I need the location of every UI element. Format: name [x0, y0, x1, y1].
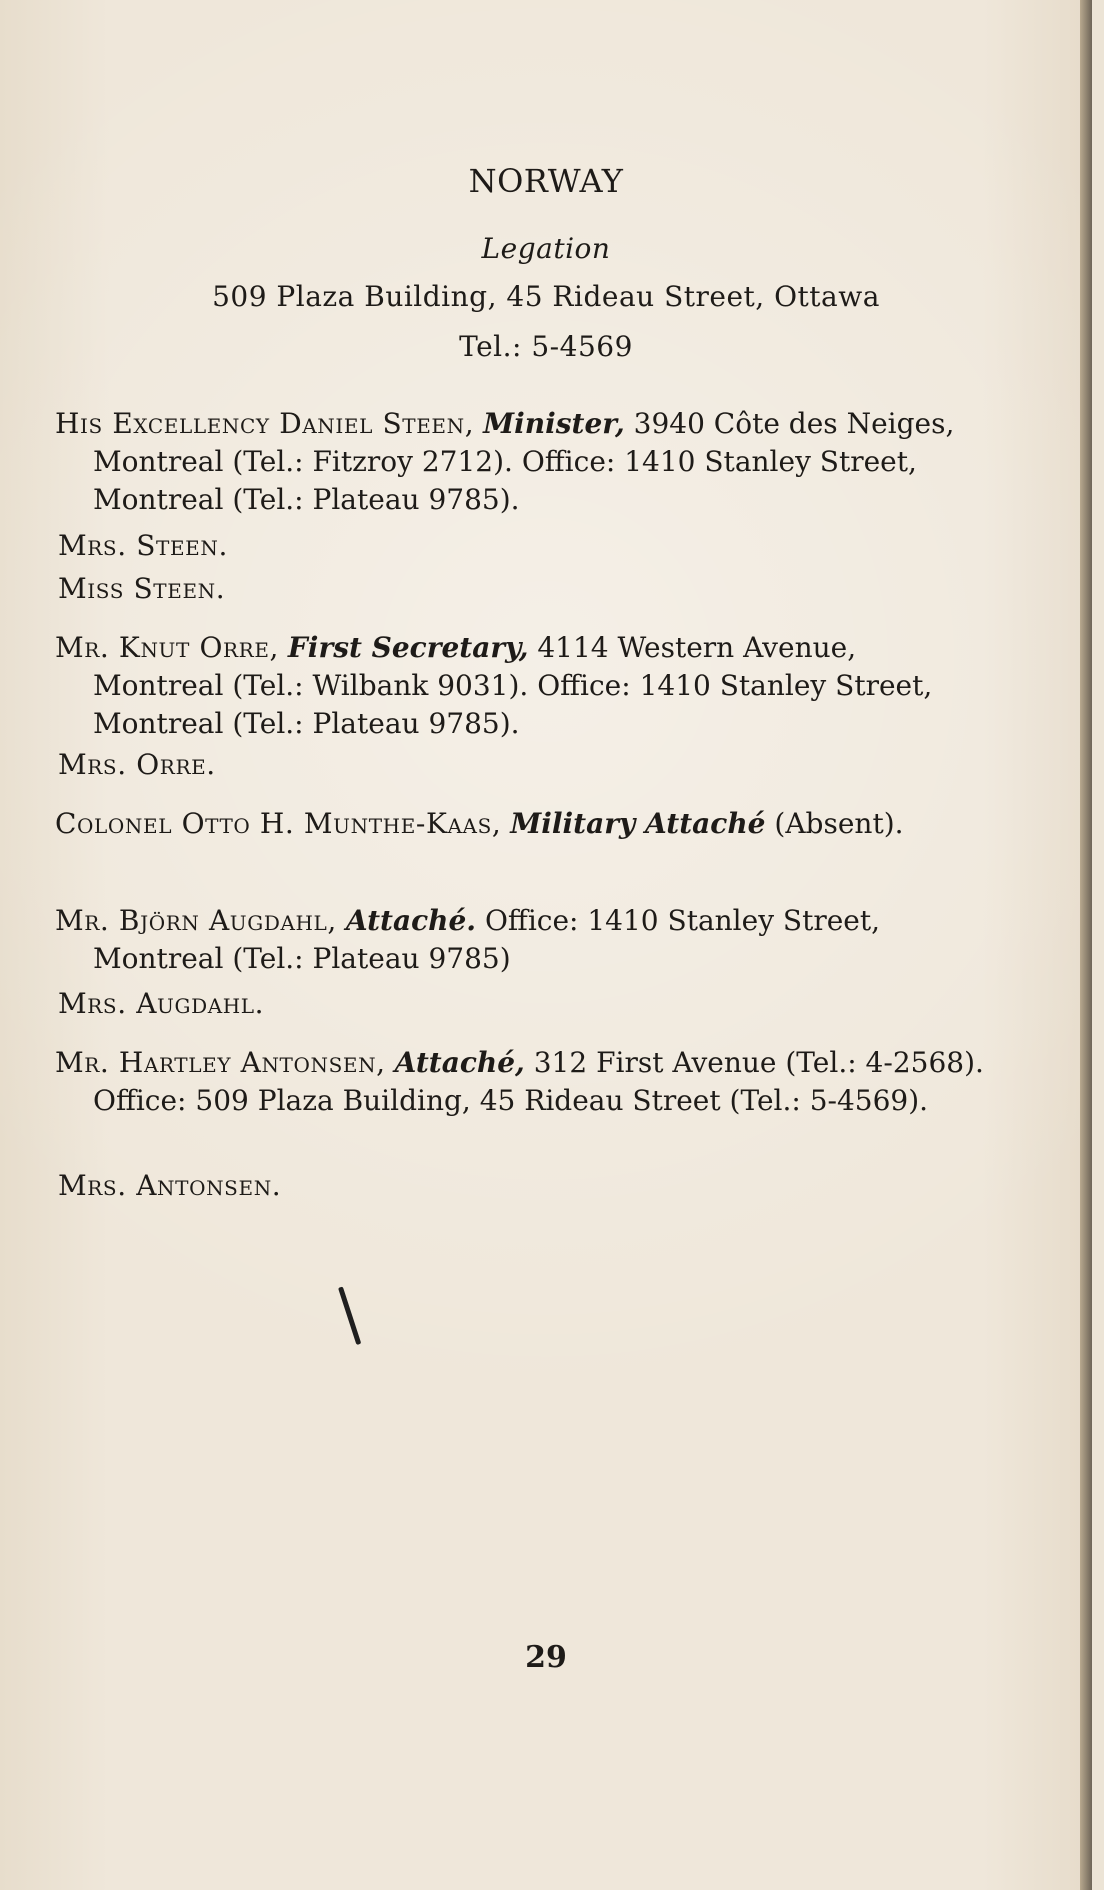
- entry-name: Mr. Knut Orre,: [55, 631, 280, 664]
- entry-name: His Excellency Daniel Steen,: [55, 407, 475, 440]
- entry-bjorn-augdahl: [28, 902, 993, 978]
- spouse-mrs-orre: Mrs. Orre.: [58, 748, 216, 781]
- page-number: 29: [525, 1640, 567, 1675]
- entry-title: Military Attaché: [510, 807, 766, 840]
- entry-details: Office: 1410 Stanley Street, Montreal (Tel.: Plateau 9785): [93, 904, 881, 975]
- entry-details: 4114 Western Avenue, Montreal (Tel.: Wilbank 9031). Office: 1410 Stanley Street, Montreal (Tel.: Plateau 9785).: [93, 631, 933, 740]
- entry-daniel-steen: [28, 405, 993, 519]
- entry-name: Mr. Hartley Antonsen,: [55, 1046, 386, 1079]
- office-label: Legation: [481, 232, 611, 265]
- spouse-mrs-augdahl: Mrs. Augdahl.: [58, 987, 265, 1020]
- spouse-mrs-antonsen: Mrs. Antonsen.: [58, 1169, 282, 1202]
- country-heading: NORWAY: [468, 162, 624, 200]
- entry-hartley-antonsen: [28, 1044, 993, 1120]
- spouse-mrs-steen: Mrs. Steen.: [58, 529, 228, 562]
- entry-name: Mr. Björn Augdahl,: [55, 904, 337, 937]
- entry-title: Attaché,: [394, 1046, 525, 1079]
- entry-otto-munthe-kaas: [28, 805, 993, 843]
- entry-knut-orre: [28, 629, 993, 743]
- entry-details: 3940 Côte des Neiges, Montreal (Tel.: Fitzroy 2712). Office: 1410 Stanley Street, Montreal (Tel.: Plateau 9785).: [93, 407, 955, 516]
- entry-title: Attaché.: [345, 904, 477, 937]
- entry-title: First Secretary,: [287, 631, 529, 664]
- entry-details: (Absent).: [774, 807, 904, 840]
- pen-mark: [338, 1285, 366, 1345]
- legation-address: 509 Plaza Building, 45 Rideau Street, Ottawa: [212, 280, 880, 313]
- spouse-miss-steen: Miss Steen.: [58, 572, 226, 605]
- entry-title: Minister,: [483, 407, 625, 440]
- legation-telephone: Tel.: 5-4569: [459, 330, 633, 363]
- entry-details: 312 First Avenue (Tel.: 4-2568). Office: 509 Plaza Building, 45 Rideau Street (Tel.: 5-4569).: [93, 1046, 984, 1117]
- entry-name: Colonel Otto H. Munthe-Kaas,: [55, 807, 502, 840]
